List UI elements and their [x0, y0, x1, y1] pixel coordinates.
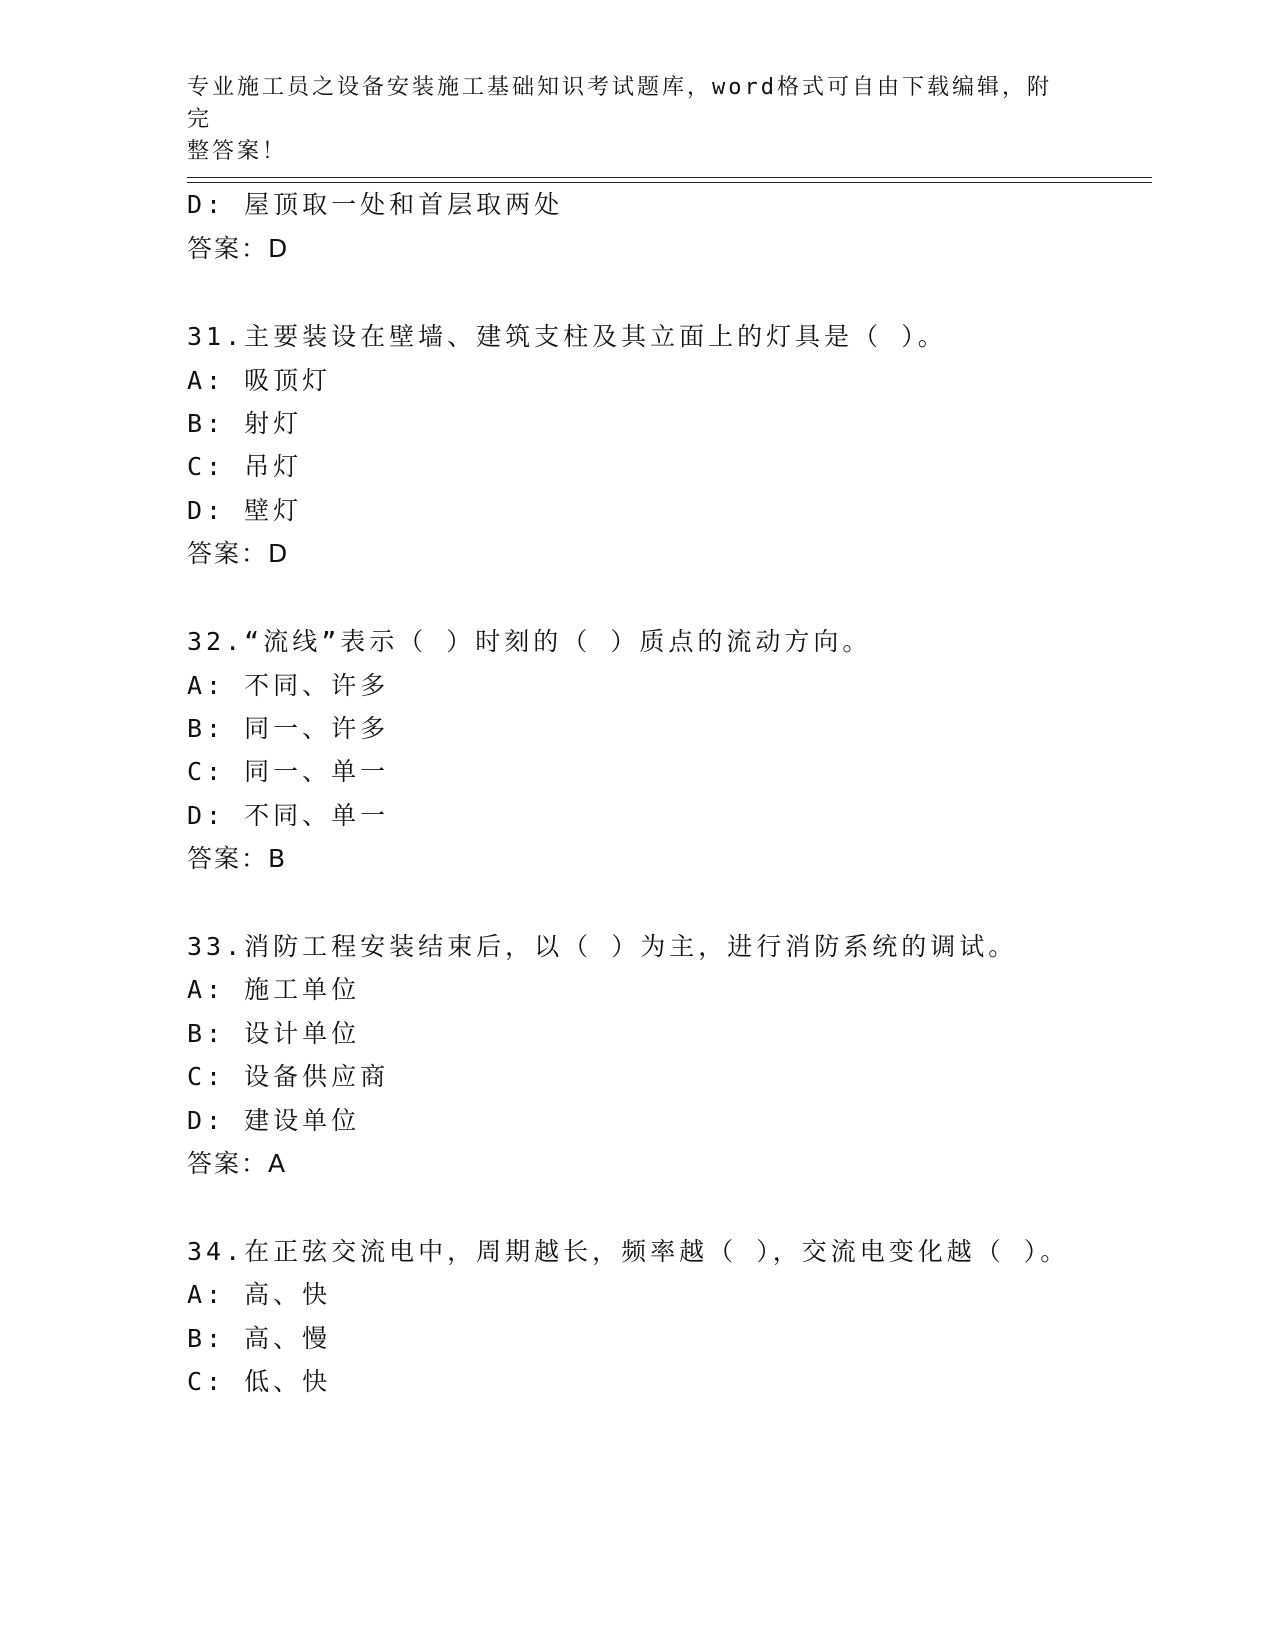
question-option: D: 壁灯 — [187, 496, 303, 525]
question-option: B: 射灯 — [187, 409, 303, 438]
question-option: B: 设计单位 — [187, 1019, 361, 1048]
question-option: A: 不同、许多 — [187, 671, 390, 700]
prev-question-option-d: D: 屋顶取一处和首层取两处 — [187, 190, 564, 219]
prev-question-answer: 答案：D — [187, 234, 290, 263]
question-option: A: 施工单位 — [187, 975, 361, 1004]
question-option: C: 同一、单一 — [187, 757, 390, 786]
question-option: A: 吸顶灯 — [187, 366, 332, 395]
question-option: A: 高、快 — [187, 1280, 332, 1309]
question-option: C: 吊灯 — [187, 452, 303, 481]
question-stem: 34.在正弦交流电中，周期越长，频率越（ ），交流电变化越（ ）。 — [187, 1237, 1070, 1266]
question-answer: 答案：D — [187, 539, 290, 568]
question-option: D: 不同、单一 — [187, 801, 390, 830]
question-answer: 答案：A — [187, 1149, 288, 1178]
question-option: D: 建设单位 — [187, 1106, 361, 1135]
question-option: C: 设备供应商 — [187, 1062, 390, 1091]
question-option: B: 同一、许多 — [187, 714, 390, 743]
document-header — [187, 72, 1067, 168]
question-stem: 32.“流线”表示（ ）时刻的（ ）质点的流动方向。 — [187, 627, 872, 656]
question-stem: 33.消防工程安装结束后，以（ ）为主，进行消防系统的调试。 — [187, 932, 1018, 961]
question-option: C: 低、快 — [187, 1367, 332, 1396]
header-divider-bottom — [187, 182, 1152, 183]
question-stem: 31.主要装设在壁墙、建筑支柱及其立面上的灯具是（ ）。 — [187, 322, 947, 351]
header-divider-top — [187, 177, 1152, 178]
question-answer: 答案：B — [187, 844, 288, 873]
header-line-2: 整答案！ — [187, 139, 288, 164]
header-line-1: 专业施工员之设备安装施工基础知识考试题库，word格式可自由下载编辑，附完 — [187, 75, 1052, 132]
question-option: B: 高、慢 — [187, 1324, 332, 1353]
